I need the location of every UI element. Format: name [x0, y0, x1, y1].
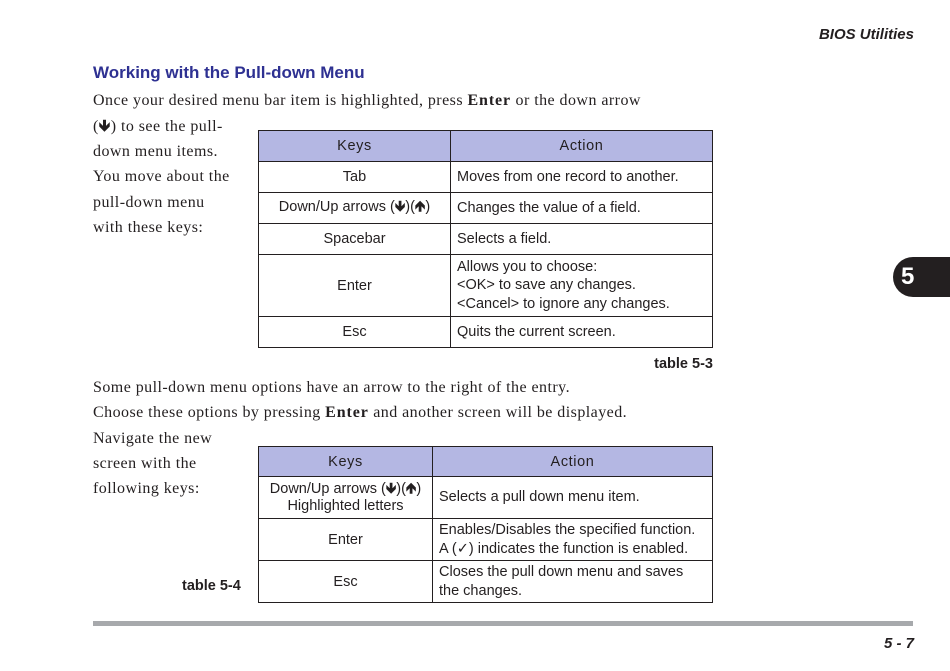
table-row: [259, 317, 713, 348]
action-cell: Moves from one record to another.: [451, 162, 713, 193]
key-cell: Down/Up arrows (🡻)(🡹) Highlighted letters: [259, 477, 433, 519]
key-cell: Esc: [259, 561, 433, 603]
table-row: [259, 224, 713, 255]
down-arrow-icon: 🡻: [98, 118, 111, 135]
intro-line-3: down menu items.: [93, 143, 218, 160]
footer-rule: [93, 621, 913, 626]
key-cell: Esc: [259, 317, 451, 348]
action-header: Action: [433, 447, 713, 477]
action-cell: Quits the current screen.: [451, 317, 713, 348]
key-cell: Tab: [259, 162, 451, 193]
action-cell: Allows you to choose: <OK> to save any changes. <Cancel> to ignore any changes.: [451, 255, 713, 317]
action-cell: Changes the value of a field.: [451, 193, 713, 224]
page-number: 5 - 7: [883, 635, 914, 652]
keys-header: Keys: [259, 131, 451, 162]
chapter-tab: [893, 257, 950, 297]
section-title: Working with the Pull-down Menu: [93, 63, 365, 82]
key-cell: Enter: [259, 519, 433, 561]
intro-line-1: Once your desired menu bar item is highlighted, press Enter or the down arrow: [93, 92, 641, 109]
table-row: [259, 193, 713, 224]
intro-line-4: You move about the: [93, 168, 230, 185]
table-row: [259, 255, 713, 317]
key-cell: Enter: [259, 255, 451, 317]
para2-line-5: following keys:: [93, 480, 200, 497]
action-cell: Selects a pull down menu item.: [433, 477, 713, 519]
down-arrow-icon: 🡻: [394, 198, 406, 215]
intro-line-6: with these keys:: [93, 219, 204, 236]
keys-header: Keys: [259, 447, 433, 477]
keys-table-5-4: [258, 446, 713, 603]
action-cell: Closes the pull down menu and saves the changes.: [433, 561, 713, 603]
enter-key-text: Enter: [467, 92, 512, 109]
table-row: [259, 162, 713, 193]
action-header: Action: [451, 131, 713, 162]
checkmark-icon: ✓: [456, 540, 469, 557]
para2-line-3: Navigate the new: [93, 430, 213, 447]
running-header: BIOS Utilities: [818, 26, 914, 43]
key-cell: Spacebar: [259, 224, 451, 255]
para2-line-2: Choose these options by pressing Enter and another screen will be displayed.: [93, 404, 628, 421]
down-arrow-icon: 🡻: [385, 480, 397, 497]
enter-key-text: Enter: [325, 404, 369, 421]
up-arrow-icon: 🡹: [405, 480, 417, 497]
action-cell: Selects a field.: [451, 224, 713, 255]
para2-line-4: screen with the: [93, 455, 197, 472]
keys-table-5-3: [258, 130, 713, 348]
intro-line-2: (🡻) to see the pull-: [93, 118, 223, 135]
table-row: [259, 477, 713, 519]
para2-line-1: Some pull-down menu options have an arrow to the right of the entry.: [93, 379, 571, 396]
action-cell: Enables/Disables the specified function. A (✓) indicates the function is enabled.: [433, 519, 713, 561]
intro-line-5: pull-down menu: [93, 194, 205, 211]
table-caption: table 5-4: [182, 578, 241, 594]
table-row: [259, 519, 713, 561]
table-row: [259, 561, 713, 603]
chapter-number: 5: [901, 263, 915, 290]
key-cell: Down/Up arrows (🡻)(🡹): [259, 193, 451, 224]
up-arrow-icon: 🡹: [414, 198, 426, 215]
table-caption: table 5-3: [654, 356, 713, 372]
